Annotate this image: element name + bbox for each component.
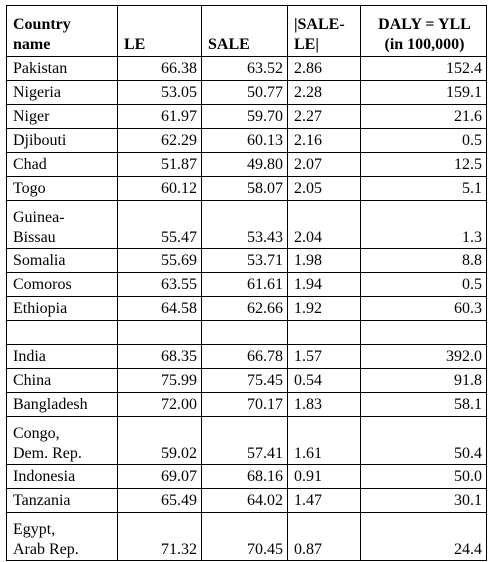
table-row: [7, 81, 487, 105]
cell-sale-le-diff: 1.61: [288, 417, 361, 465]
cell-country-name: Comoros: [7, 273, 118, 297]
cell-country-name: Nigeria: [7, 81, 118, 105]
table-body: [7, 57, 487, 561]
cell-sale-le-diff: 2.04: [288, 201, 361, 249]
cell-daly-yll: 0.5: [361, 129, 487, 153]
table-row: [7, 393, 487, 417]
cell-country-name: Chad: [7, 153, 118, 177]
cell-daly-yll: [361, 321, 487, 345]
table-row: [7, 345, 487, 369]
cell-daly-yll: 392.0: [361, 345, 487, 369]
cell-sale: 53.43: [202, 201, 288, 249]
header-le: LE: [118, 6, 202, 57]
cell-daly-yll: 50.4: [361, 417, 487, 465]
cell-sale-le-diff: 2.27: [288, 105, 361, 129]
cell-le: 53.05: [118, 81, 202, 105]
cell-sale: 70.45: [202, 513, 288, 561]
table-row: [7, 177, 487, 201]
cell-country-name: Somalia: [7, 249, 118, 273]
cell-sale: 50.77: [202, 81, 288, 105]
cell-le: 59.02: [118, 417, 202, 465]
table-row: [7, 201, 487, 249]
cell-le: 55.69: [118, 249, 202, 273]
cell-sale: 59.70: [202, 105, 288, 129]
cell-le: 63.55: [118, 273, 202, 297]
cell-sale-le-diff: 2.86: [288, 57, 361, 81]
cell-daly-yll: 30.1: [361, 489, 487, 513]
cell-sale-le-diff: [288, 321, 361, 345]
cell-country-name: Pakistan: [7, 57, 118, 81]
table-row: [7, 489, 487, 513]
cell-country-name: China: [7, 369, 118, 393]
header-sale: SALE: [202, 6, 288, 57]
header-daly-yll: DALY = YLL (in 100,000): [361, 6, 487, 57]
cell-le: 72.00: [118, 393, 202, 417]
cell-country-name: Ethiopia: [7, 297, 118, 321]
cell-le: 51.87: [118, 153, 202, 177]
cell-le: 71.32: [118, 513, 202, 561]
cell-sale-le-diff: 0.54: [288, 369, 361, 393]
cell-sale: 58.07: [202, 177, 288, 201]
cell-le: 62.29: [118, 129, 202, 153]
cell-sale-le-diff: 0.87: [288, 513, 361, 561]
cell-sale: 57.41: [202, 417, 288, 465]
cell-sale-le-diff: 2.16: [288, 129, 361, 153]
cell-country-name: Bangladesh: [7, 393, 118, 417]
header-row: [7, 6, 487, 57]
cell-sale: 62.66: [202, 297, 288, 321]
cell-daly-yll: 5.1: [361, 177, 487, 201]
cell-sale: 53.71: [202, 249, 288, 273]
cell-le: 68.35: [118, 345, 202, 369]
cell-daly-yll: 8.8: [361, 249, 487, 273]
cell-country-name: Egypt, Arab Rep.: [7, 513, 118, 561]
cell-country-name: Indonesia: [7, 465, 118, 489]
cell-sale-le-diff: 2.05: [288, 177, 361, 201]
table-row: [7, 249, 487, 273]
cell-sale: 64.02: [202, 489, 288, 513]
cell-country-name: Guinea- Bissau: [7, 201, 118, 249]
cell-daly-yll: 12.5: [361, 153, 487, 177]
cell-le: 69.07: [118, 465, 202, 489]
cell-sale: 66.78: [202, 345, 288, 369]
cell-sale: 61.61: [202, 273, 288, 297]
cell-sale: 70.17: [202, 393, 288, 417]
cell-daly-yll: 24.4: [361, 513, 487, 561]
table-row: [7, 513, 487, 561]
table-row: [7, 57, 487, 81]
cell-le: 75.99: [118, 369, 202, 393]
cell-sale-le-diff: 1.98: [288, 249, 361, 273]
cell-sale-le-diff: 1.94: [288, 273, 361, 297]
table-row: [7, 153, 487, 177]
cell-sale: [202, 321, 288, 345]
cell-daly-yll: 0.5: [361, 273, 487, 297]
cell-country-name: Togo: [7, 177, 118, 201]
cell-sale: 63.52: [202, 57, 288, 81]
cell-sale-le-diff: 1.92: [288, 297, 361, 321]
cell-sale-le-diff: 1.83: [288, 393, 361, 417]
cell-sale-le-diff: 0.91: [288, 465, 361, 489]
table-row: [7, 321, 487, 345]
cell-country-name: Congo, Dem. Rep.: [7, 417, 118, 465]
cell-daly-yll: 91.8: [361, 369, 487, 393]
cell-le: 65.49: [118, 489, 202, 513]
cell-le: 60.12: [118, 177, 202, 201]
cell-sale-le-diff: 2.07: [288, 153, 361, 177]
cell-le: 66.38: [118, 57, 202, 81]
table-row: [7, 297, 487, 321]
cell-daly-yll: 21.6: [361, 105, 487, 129]
cell-sale: 75.45: [202, 369, 288, 393]
cell-le: 64.58: [118, 297, 202, 321]
cell-country-name: [7, 321, 118, 345]
table-row: [7, 273, 487, 297]
cell-daly-yll: 58.1: [361, 393, 487, 417]
cell-country-name: Tanzania: [7, 489, 118, 513]
table-wrapper: [6, 5, 487, 561]
cell-daly-yll: 50.0: [361, 465, 487, 489]
cell-daly-yll: 1.3: [361, 201, 487, 249]
life-expectancy-table: [6, 5, 487, 561]
table-row: [7, 465, 487, 489]
table-row: [7, 129, 487, 153]
cell-country-name: Niger: [7, 105, 118, 129]
cell-sale: 60.13: [202, 129, 288, 153]
cell-daly-yll: 159.1: [361, 81, 487, 105]
cell-sale-le-diff: 2.28: [288, 81, 361, 105]
cell-sale-le-diff: 1.57: [288, 345, 361, 369]
header-country-name: Country name: [7, 6, 118, 57]
cell-country-name: India: [7, 345, 118, 369]
cell-country-name: Djibouti: [7, 129, 118, 153]
cell-sale-le-diff: 1.47: [288, 489, 361, 513]
table-row: [7, 417, 487, 465]
cell-sale: 49.80: [202, 153, 288, 177]
header-sale-le-diff: |SALE- LE|: [288, 6, 361, 57]
cell-daly-yll: 152.4: [361, 57, 487, 81]
cell-le: 55.47: [118, 201, 202, 249]
cell-le: 61.97: [118, 105, 202, 129]
cell-le: [118, 321, 202, 345]
cell-daly-yll: 60.3: [361, 297, 487, 321]
cell-sale: 68.16: [202, 465, 288, 489]
table-row: [7, 105, 487, 129]
table-row: [7, 369, 487, 393]
